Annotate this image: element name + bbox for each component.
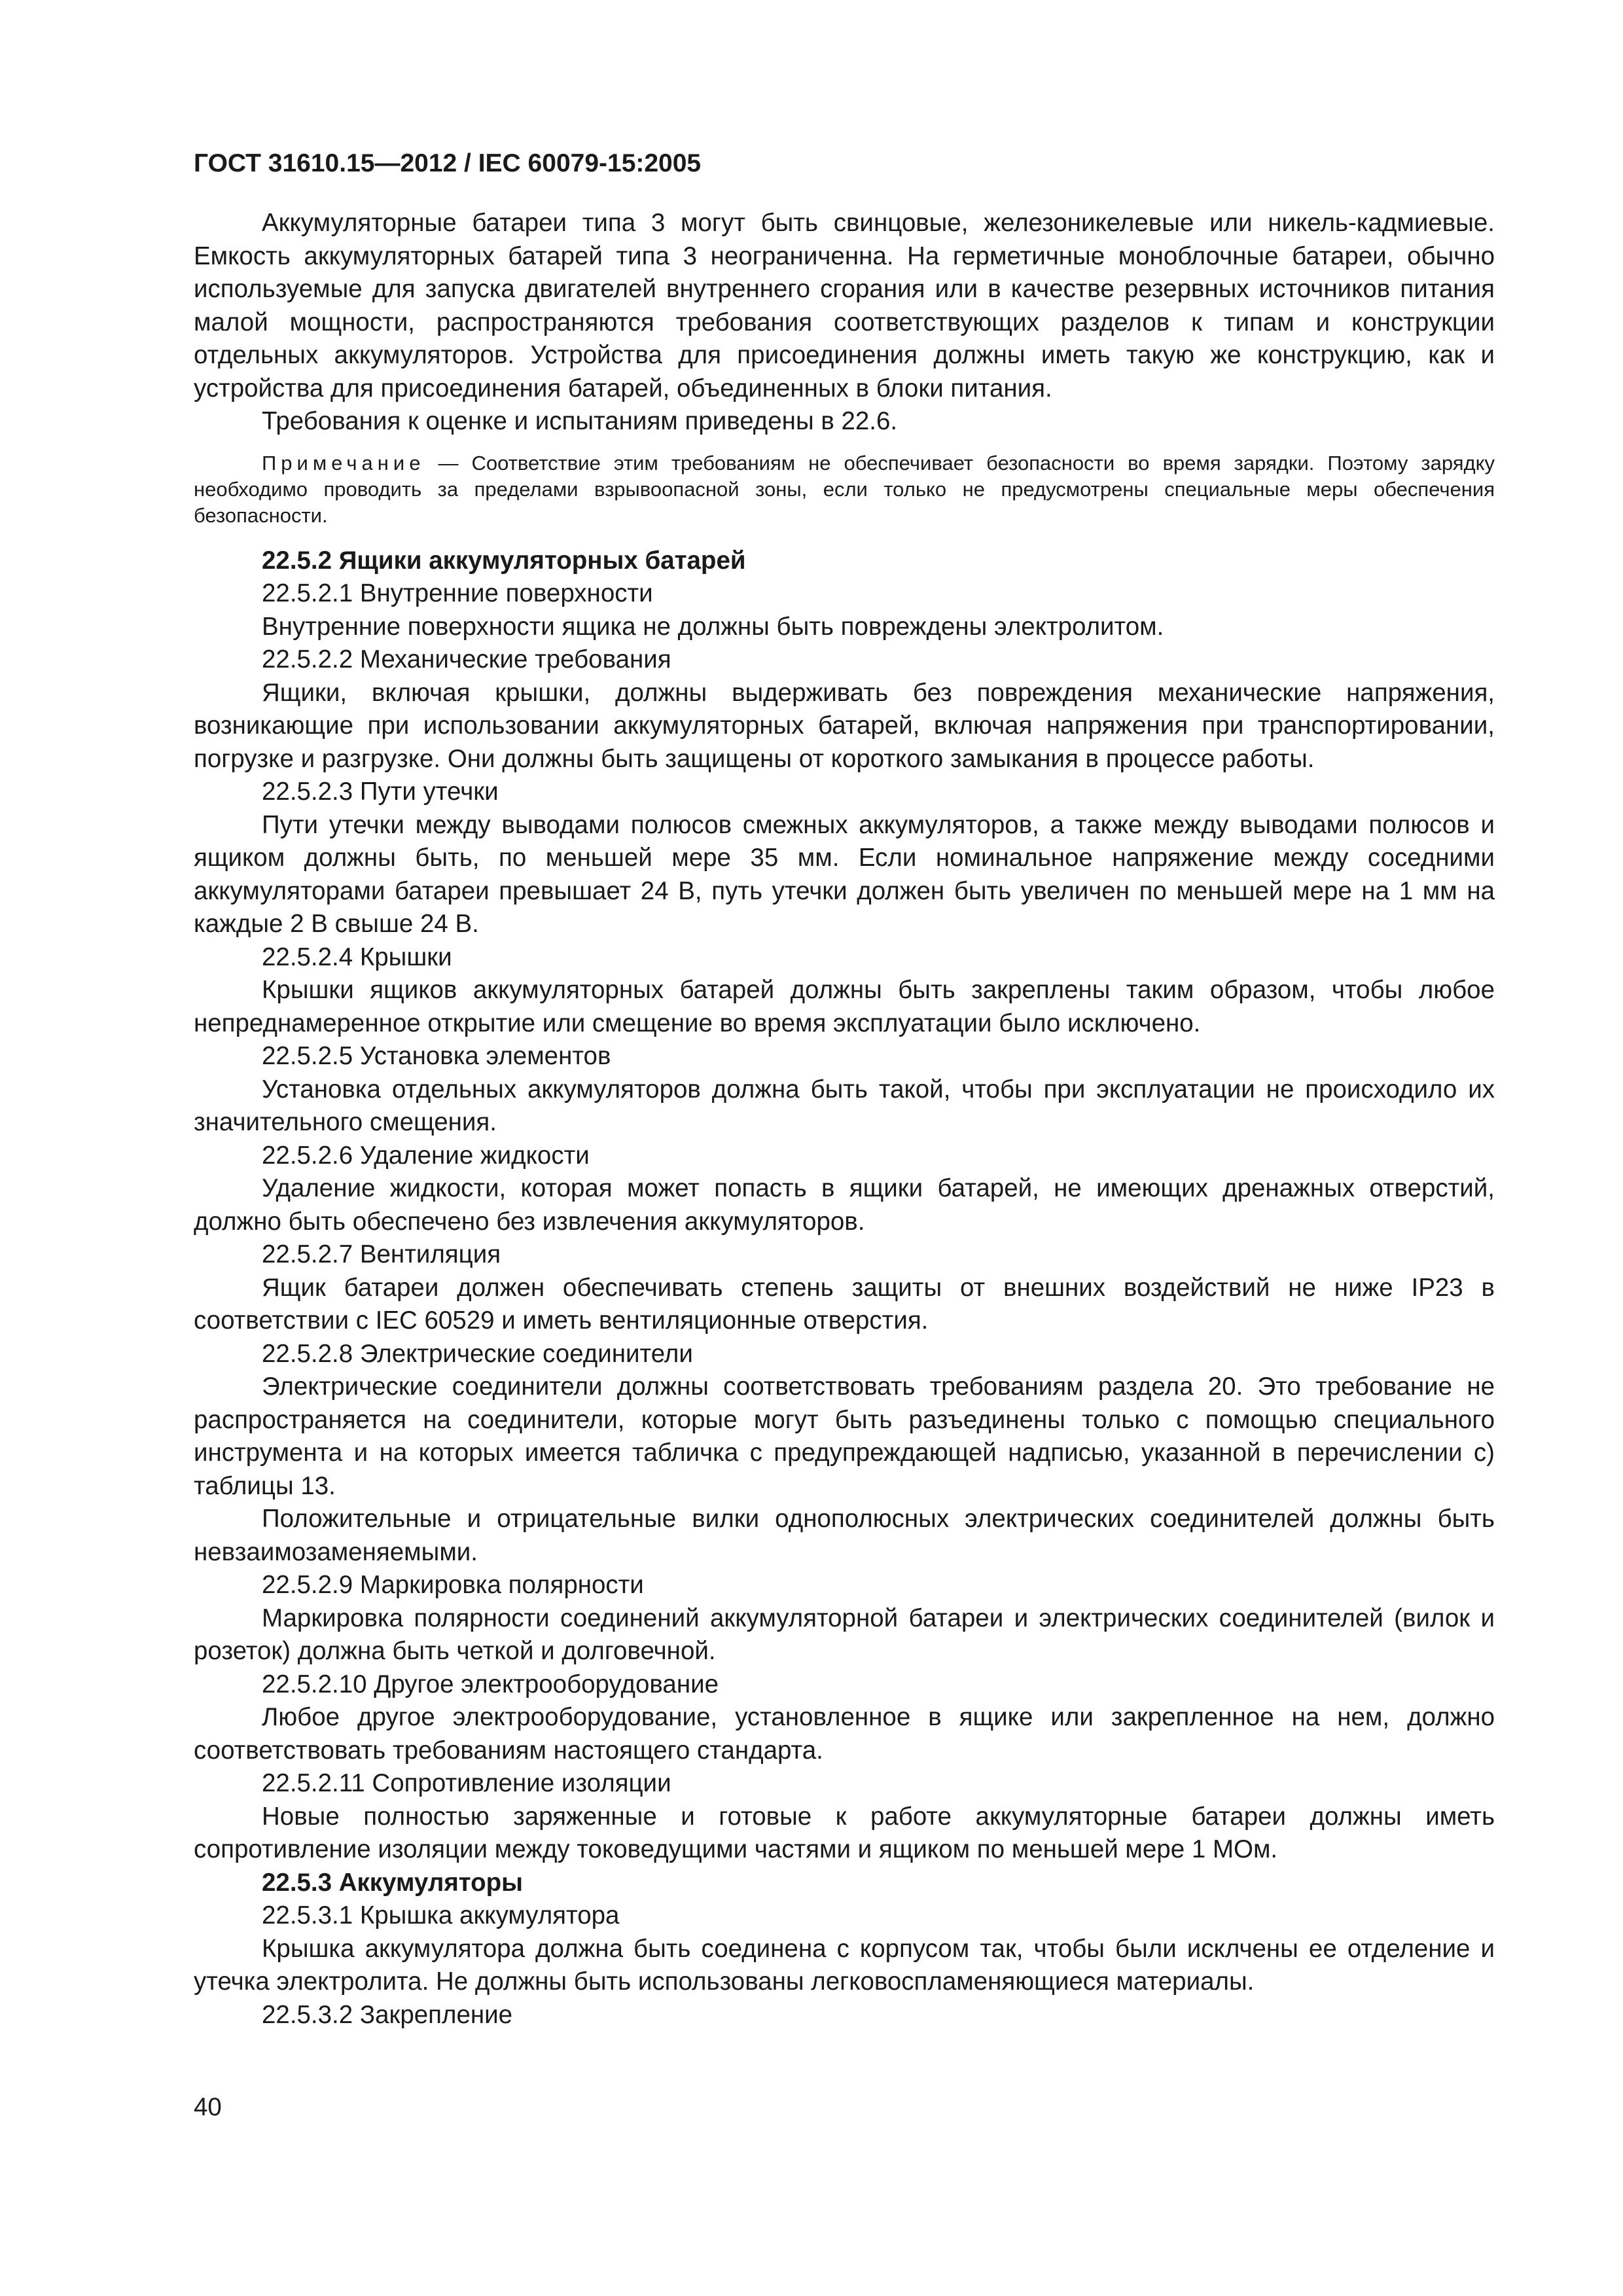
paragraph: Пути утечки между выводами полюсов смежных аккумуляторов, а также между выводами полюсов и ящиком должны быть, по меньшей мере 35 мм. Если номинальное напряжение между соседними аккумуляторами батареи превышает 24 В, путь утечки должен быть увеличен по меньшей мере на 1 мм на каждые 2 В свыше 24 В. [194,810,1495,938]
note-label: Примечание [262,451,425,475]
paragraph: 22.5.2.8 Электрические соединители [262,1339,693,1368]
paragraph: 22.5.2.10 Другое электрооборудование [262,1670,719,1698]
page-number: 40 [194,2093,222,2121]
paragraph: Ящики, включая крышки, должны выдерживать без повреждения механические напряжения, возникающие при использовании аккумуляторных батарей, включая напряжения при транспортировании, погрузке и разгрузке. Они должны быть защищены от короткого замыкания в процессе работы. [194,678,1495,773]
paragraph: Электрические соединители должны соответствовать требованиям раздела 20. Это требование не распространяется на соединители, которые могут быть разъединены только с помощью специального инструмента и на которых имеется табличка с предупреждающей надписью, указанной в перечислении с) таблицы 13. [194,1372,1495,1500]
paragraph: Установка отдельных аккумуляторов должна быть такой, чтобы при эксплуатации не происходило их значительного смещения. [194,1075,1495,1136]
paragraph: Аккумуляторные батареи типа 3 могут быть свинцовые, железоникелевые или никель-кадмиевые. Емкость аккумуляторных батарей типа 3 неограниченна. На герметичные моноблочные батареи, обычно используемые для запуска двигателей внутреннего сгорания или в качестве резервных источников питания малой мощности, распространяются требования соответствующих разделов к типам и конструкции отдельных аккумуляторов. Устройства для присоединения должны иметь такую же конструкцию, как и устройства для присоединения батарей, объединенных в блоки питания. [194,209,1495,403]
paragraph: 22.5.2.3 Пути утечки [262,778,499,806]
paragraph: 22.5.2.1 Внутренние поверхности [262,579,653,607]
section-heading: 22.5.2 Ящики аккумуляторных батарей [262,546,746,575]
paragraph: Новые полностью заряженные и готовые к работе аккумуляторные батареи должны иметь сопротивление изоляции между токоведущими частями и ящиком по меньшей мере 1 МОм. [194,1802,1495,1863]
paragraph: Ящик батареи должен обеспечивать степень защиты от внешних воздействий не ниже IP23 в соответствии с IEC 60529 и иметь вентиляционные отверстия. [194,1273,1495,1335]
note-text: — Соответствие этим требованиям не обеспечивает безопасности во время зарядки. Поэтому зарядку необходимо проводить за пределами взрывоопасной зоны, если только не предусмотрены специальные меры обеспечения безопасности. [194,451,1495,527]
paragraph: 22.5.2.11 Сопротивление изоляции [262,1769,671,1797]
paragraph: Удаление жидкости, которая может попасть в ящики батарей, не имеющих дренажных отверстий, должно быть обеспечено без извлечения аккумуляторов. [194,1174,1495,1236]
paragraph: Внутренние поверхности ящика не должны быть повреждены электролитом. [262,612,1164,641]
paragraph: 22.5.3.1 Крышка аккумулятора [262,1901,620,1929]
paragraph: Любое другое электрооборудование, установленное в ящике или закрепленное на нем, должно соответствовать требованиям настоящего стандарта. [194,1703,1495,1765]
paragraph: 22.5.2.5 Установка элементов [262,1042,611,1070]
paragraph: Требования к оценке и испытаниям приведены в 22.6. [262,407,898,435]
standard-header: ГОСТ 31610.15—2012 / IEC 60079-15:2005 [194,149,702,177]
paragraph: Крышки ящиков аккумуляторных батарей должны быть закреплены таким образом, чтобы любое непреднамеренное открытие или смещение во время эксплуатации было исключено. [194,976,1495,1037]
paragraph: Маркировка полярности соединений аккумуляторной батареи и электрических соединителей (вилок и розеток) должна быть четкой и долговечной. [194,1604,1495,1665]
paragraph: 22.5.3.2 Закрепление [262,2000,513,2029]
document-body [194,207,1495,2032]
paragraph: Крышка аккумулятора должна быть соединена с корпусом так, чтобы были исклчены ее отделение и утечка электролита. Не должны быть использованы легковоспламеняющиеся материалы. [194,1934,1495,1996]
paragraph: 22.5.2.6 Удаление жидкости [262,1141,590,1170]
paragraph: 22.5.2.4 Крышки [262,942,452,971]
section-heading: 22.5.3 Аккумуляторы [262,1868,524,1897]
paragraph: 22.5.2.2 Механические требования [262,645,671,673]
paragraph: 22.5.2.9 Маркировка полярности [262,1571,644,1599]
paragraph: 22.5.2.7 Вентиляция [262,1240,501,1268]
note-paragraph [194,450,1495,529]
paragraph: Положительные и отрицательные вилки однополюсных электрических соединителей должны быть невзаимозаменяемыми. [194,1505,1495,1566]
